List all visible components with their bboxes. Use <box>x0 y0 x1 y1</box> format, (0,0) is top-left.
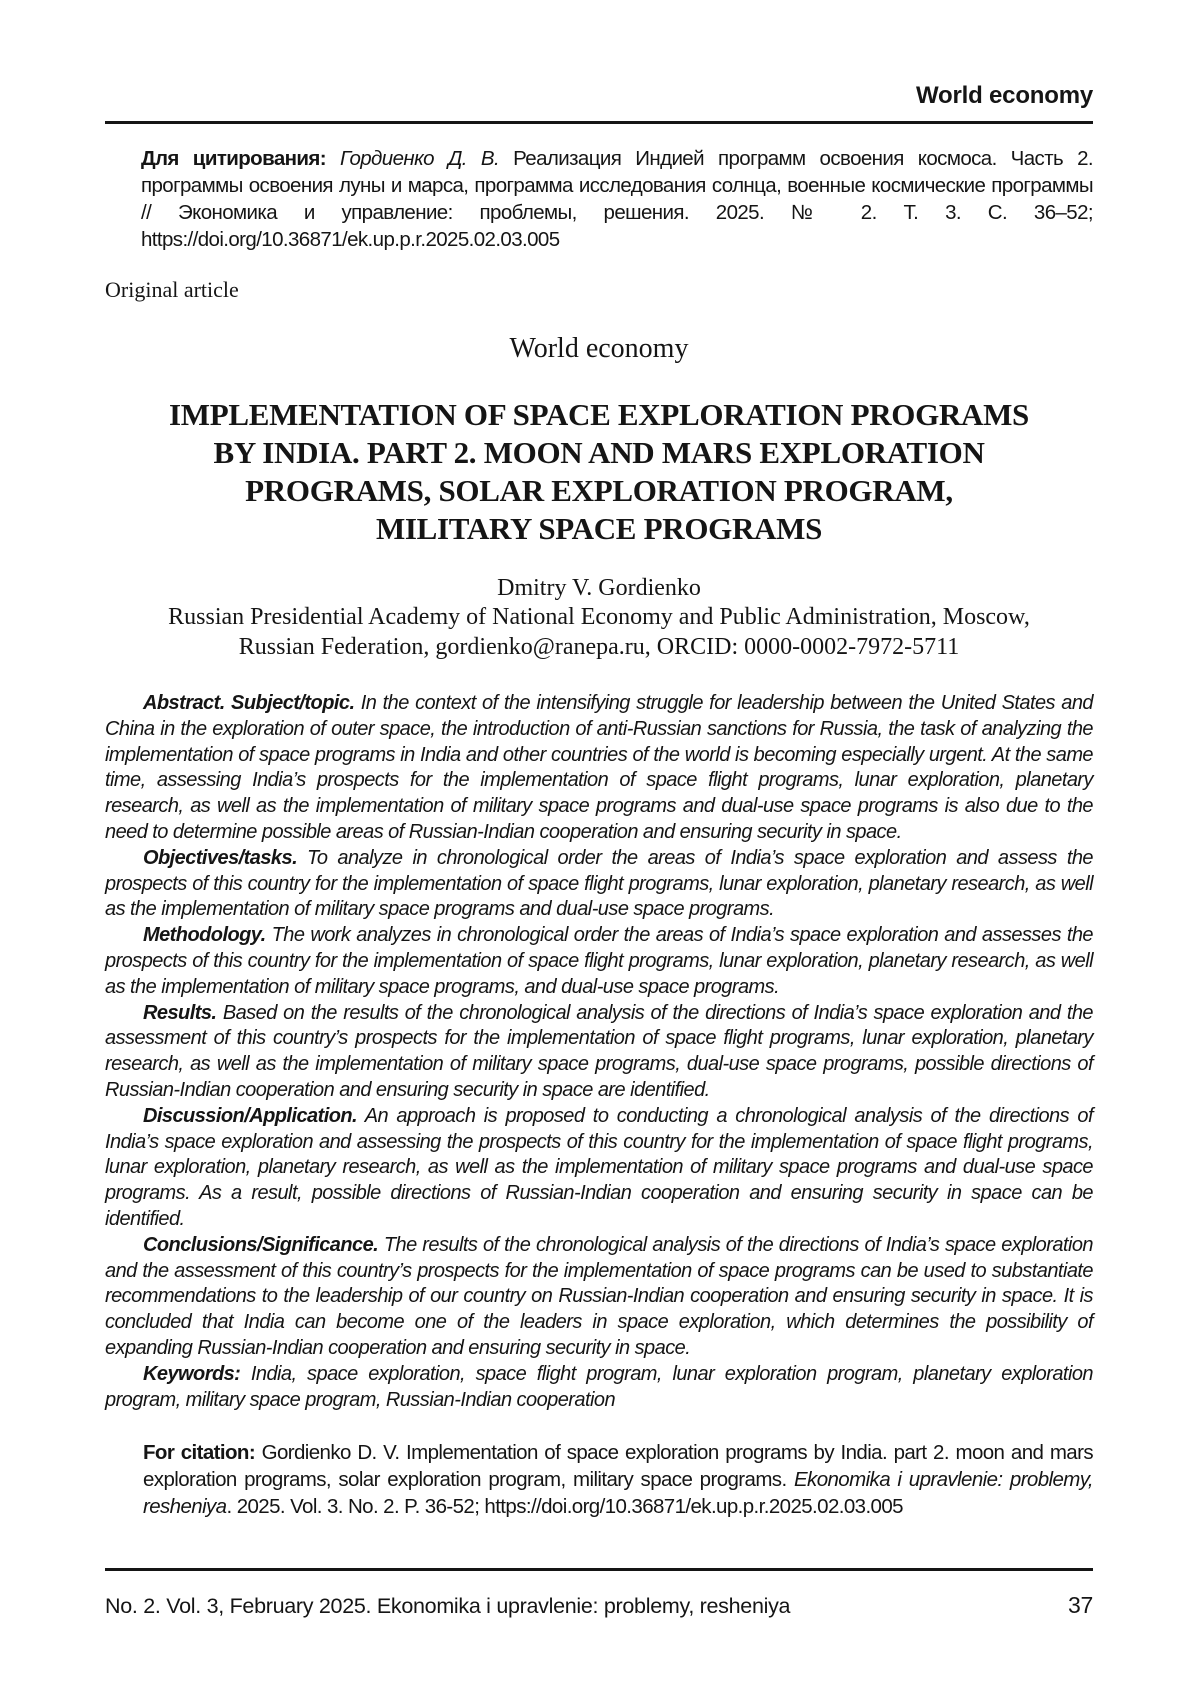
running-head-section-label: World economy <box>916 82 1093 109</box>
author-name: Dmitry V. Gordienko <box>497 575 701 601</box>
abstract-section-label: Results. <box>143 1001 217 1024</box>
abstract-section-conclusions <box>105 1233 1093 1362</box>
header-rule <box>105 121 1093 124</box>
citation-en-journal-name: Ekonomika i upravlenie: problemy, resheniya <box>143 1468 1093 1519</box>
abstract-section-methodology <box>105 923 1093 1000</box>
citation-en-tail: . 2025. Vol. 3. No. 2. P. 36-52; https://doi.org/10.36871/ek.up.p.r.2025.02.03.005 <box>226 1495 903 1519</box>
citation-en-label: For citation: <box>143 1441 256 1465</box>
article-title <box>105 396 1093 548</box>
abstract-section-text: Based on the results of the chronological analysis of the directions of India’s space exploration and the assessment of this country’s prospects for the implementation of space flight programs, lunar exploration, planetary research, as well as the implementation of military space programs, dual-use space programs, possible directions of Russian-Indian cooperation and ensuring security in space are identified. <box>105 1001 1093 1101</box>
citation-ru-text: Реализация Индией программ освоения космоса. Часть 2. программы освоения луны и марса, программа исследования солнца, военные космические программы // Экономика и управление: проблемы, решения. 2025. № 2. Т. 3. С. 36–52; https://doi.org/10.36871/ek.up.p.r.2025.02.03.005 <box>141 147 1093 251</box>
author-affiliation <box>105 602 1093 662</box>
citation-en-block <box>143 1439 1093 1520</box>
abstract-section-label: Objectives/tasks. <box>143 846 298 869</box>
footer-issue-line: No. 2. Vol. 3, February 2025. Ekonomika i upravlenie: problemy, resheniya <box>105 1594 791 1618</box>
affiliation-line: Russian Presidential Academy of National Economy and Public Administration, Moscow, <box>168 604 1030 630</box>
citation-ru-label: Для цитирования: <box>141 147 327 170</box>
page-footer <box>105 1568 1093 1619</box>
abstract-section-label: Discussion/Application. <box>143 1104 358 1127</box>
abstract-section-text: The work analyzes in chronological order the areas of India’s space exploration and assesses the prospects of this country for the implementation of space flight programs, lunar exploration, planetary research, as well as the implementation of military space programs, and dual-use space programs. <box>105 924 1093 998</box>
abstract-section-text: To analyze in chronological order the areas of India’s space exploration and assess the prospects of this country for the implementation of space flight programs, lunar exploration, planetary research, as well as the implementation of military space programs and dual-use space programs. <box>105 846 1093 921</box>
abstract-section-text: In the context of the intensifying struggle for leadership between the United States and China in the exploration of outer space, the introduction of anti-Russian sanctions for Russia, the task of analyzing the implementation of space programs in India and other countries of the world is becoming especially urgent. At the same time, assessing India’s prospects for the implementation of space flight programs, lunar exploration, planetary research, as well as the implementation of military space programs and dual-use space programs is also due to the need to determine possible areas of Russian-Indian cooperation and ensuring security in space. <box>105 692 1094 843</box>
abstract-section-discussion <box>105 1104 1093 1233</box>
abstract-section-results <box>105 1001 1093 1104</box>
article-title-line: BY INDIA. PART 2. MOON AND MARS EXPLORATION <box>213 435 985 470</box>
abstract-section-label: Conclusions/Significance. <box>143 1233 379 1256</box>
abstract-section-text: An approach is proposed to conducting a chronological analysis of the directions of India’s space exploration and assessing the prospects of this country for the implementation of space flight programs, lunar exploration, planetary research, as well as the implementation of military space programs and dual-use space programs. As a result, possible directions of Russian-Indian cooperation and ensuring security in space can be identified. <box>105 1104 1094 1230</box>
abstract-section-label: Keywords: <box>143 1362 241 1385</box>
abstract-block <box>105 691 1093 1413</box>
citation-en-text: Gordienko D. V. Implementation of space exploration programs by India. part 2. moon and mars exploration programs, solar exploration program, military space programs. <box>143 1441 1093 1492</box>
article-title-line: MILITARY SPACE PROGRAMS <box>375 511 823 546</box>
citation-ru-author: Гордиенко Д. В. <box>340 147 500 170</box>
citation-ru-block <box>141 145 1093 253</box>
footer-rule <box>105 1568 1093 1571</box>
section-heading: World economy <box>509 333 689 364</box>
footer-line <box>105 1592 1093 1619</box>
abstract-section-label: Methodology. <box>143 924 266 947</box>
footer-page-number: 37 <box>1068 1592 1093 1618</box>
abstract-section-keywords <box>105 1362 1093 1414</box>
abstract-section-objectives <box>105 846 1093 923</box>
abstract-section-text: The results of the chronological analysis of the directions of India’s space exploration and the assessment of this country’s prospects for the implementation of space programs can be used to substantiate recommendations to the leadership of our country on Russian-Indian cooperation and ensuring security in space. It is concluded that India can become one of the leaders in space exploration, which determines the possibility of expanding Russian-Indian cooperation and ensuring security in space. <box>105 1233 1093 1359</box>
affiliation-line: Russian Federation, gordienko@ranepa.ru, ORCID: 0000-0002-7972-5711 <box>238 634 960 660</box>
article-type-label: Original article <box>105 277 239 302</box>
abstract-section-label: Abstract. Subject/topic. <box>143 692 355 714</box>
abstract-section-subject <box>105 691 1093 846</box>
abstract-section-text: India, space exploration, space flight program, lunar exploration program, planetary exploration program, military space program, Russian-Indian cooperation <box>105 1362 1093 1411</box>
article-title-line: PROGRAMS, SOLAR EXPLORATION PROGRAM, <box>245 473 953 508</box>
article-title-line: IMPLEMENTATION OF SPACE EXPLORATION PROGRAMS <box>169 397 1029 432</box>
